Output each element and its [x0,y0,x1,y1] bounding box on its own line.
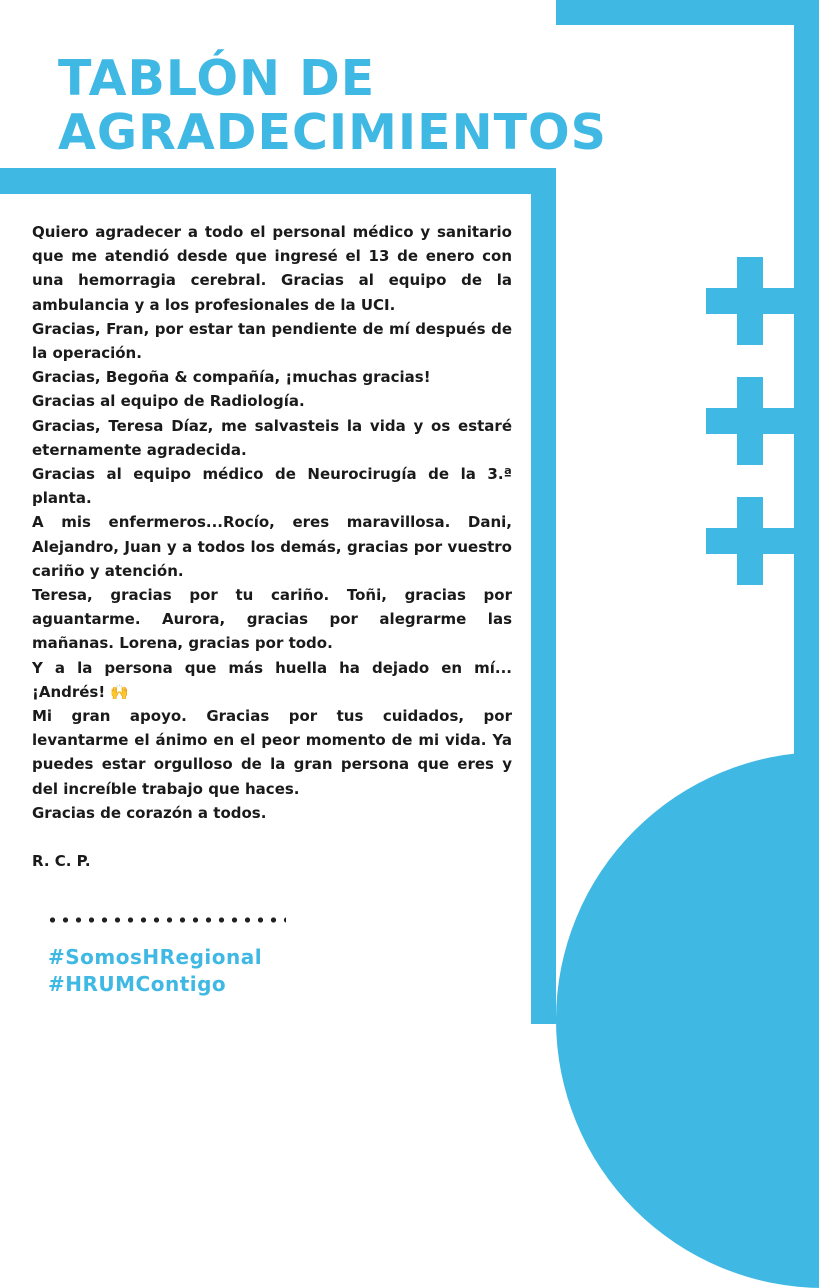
page-title [58,52,607,160]
title-line-1: TABLÓN DE [58,50,376,107]
plus-cross-icon [706,257,794,345]
message-paragraph: Gracias de corazón a todos. [32,803,267,822]
plus-cross-icon [706,377,794,465]
message-paragraph: Teresa, gracias por tu cariño. Toñi, gracias por aguantarme. Aurora, gracias por alegrarme las mañanas. Lorena, gracias por todo. [32,586,512,653]
message-paragraph: Gracias, Begoña & compañía, ¡muchas gracias! [32,368,431,387]
thank-you-message [32,220,512,873]
dotted-divider [46,916,286,924]
hashtag: #HRUMContigo [48,972,227,996]
message-paragraph: Gracias, Teresa Díaz, me salvasteis la vida y os estaré eternamente agradecida. [32,416,512,459]
corner-circle-decoration [556,752,819,1288]
message-paragraph: Quiero agradecer a todo el personal médico y sanitario que me atendió desde que ingresé el 13 de enero con una hemorragia cerebral. Gracias al equipo de la ambulancia y a los profesionales de la UCI. [32,223,512,314]
hashtag: #SomosHRegional [48,945,263,969]
title-line-2: AGRADECIMIENTOS [58,104,607,161]
message-paragraph: Y a la persona que más huella ha dejado en mí... ¡Andrés! 🙌 [32,658,512,701]
message-paragraph: Gracias, Fran, por estar tan pendiente de mí después de la operación. [32,319,512,363]
message-paragraph: Gracias al equipo médico de Neurocirugía de la 3.ª planta. [32,465,512,508]
inner-frame-bar [531,168,556,1024]
title-underline-bar [0,168,556,194]
plus-cross-icon [706,497,794,585]
message-paragraph: Gracias al equipo de Radiología. [32,392,305,411]
message-paragraph: Mi gran apoyo. Gracias por tus cuidados, por levantarme el ánimo en el peor momento de mi vida. Ya puedes estar orgulloso de la gran persona que eres y del increíble trabajo que haces. [32,707,512,798]
message-paragraph: A mis enfermeros...Rocío, eres maravillosa. Dani, Alejandro, Juan y a todos los demás, gracias por vuestro cariño y atención. [32,513,512,580]
hashtags [48,944,262,998]
signature: R. C. P. [32,852,91,871]
top-frame-bar [556,0,819,25]
